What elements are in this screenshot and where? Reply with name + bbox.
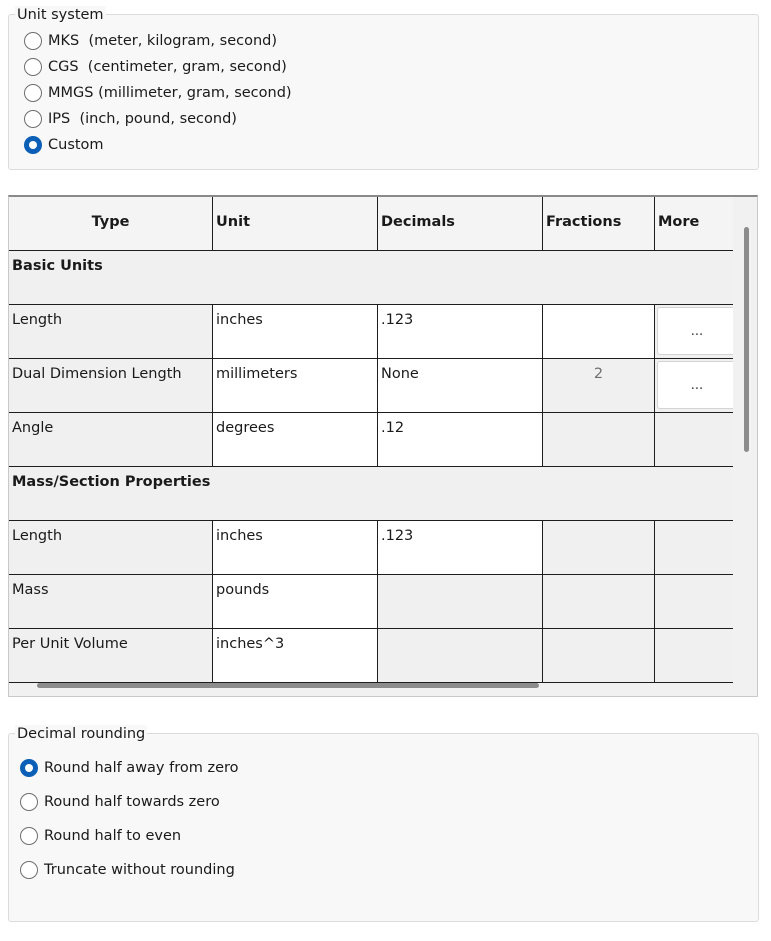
row-fractions-per-unit-volume xyxy=(543,629,655,683)
row-more-mass-length xyxy=(655,521,733,575)
radio-ips[interactable] xyxy=(24,107,237,131)
horizontal-scrollbar[interactable] xyxy=(37,683,539,688)
radio-round-half-towards-zero-indicator[interactable] xyxy=(20,793,38,811)
radio-cgs-indicator[interactable] xyxy=(24,58,42,76)
more-button-dual-dimension-length[interactable]: ... xyxy=(657,361,733,409)
row-fractions-angle xyxy=(543,413,655,467)
column-header-more[interactable]: More xyxy=(655,197,733,251)
radio-truncate-indicator[interactable] xyxy=(20,861,38,879)
radio-round-half-to-even[interactable] xyxy=(20,824,181,848)
decimal-rounding-legend: Decimal rounding xyxy=(17,726,146,742)
section-basic-units: Basic Units xyxy=(9,251,733,305)
more-button-length[interactable]: ... xyxy=(657,307,733,355)
row-type-length: Length xyxy=(9,305,213,359)
radio-round-half-to-even-label: Round half to even xyxy=(44,828,182,844)
row-fractions-mass xyxy=(543,575,655,629)
radio-mks-label: MKS (meter, kilogram, second) xyxy=(48,33,278,49)
row-type-angle: Angle xyxy=(9,413,213,467)
unit-system-legend: Unit system xyxy=(17,7,104,23)
radio-custom[interactable] xyxy=(24,133,104,157)
row-unit-angle[interactable]: degrees xyxy=(213,413,378,467)
row-decimals-per-unit-volume xyxy=(378,629,543,683)
radio-round-half-away-indicator[interactable] xyxy=(20,759,38,777)
radio-custom-indicator[interactable] xyxy=(24,136,42,154)
row-more-length xyxy=(655,305,733,359)
radio-truncate[interactable] xyxy=(20,858,235,882)
radio-cgs-label: CGS (centimeter, gram, second) xyxy=(48,59,287,75)
radio-cgs[interactable] xyxy=(24,55,287,79)
row-type-mass: Mass xyxy=(9,575,213,629)
row-more-per-unit-volume xyxy=(655,629,733,683)
column-header-fractions[interactable]: Fractions xyxy=(543,197,655,251)
radio-round-half-to-even-indicator[interactable] xyxy=(20,827,38,845)
row-unit-mass[interactable]: pounds xyxy=(213,575,378,629)
row-decimals-mass-length[interactable]: .123 xyxy=(378,521,543,575)
row-type-mass-length: Length xyxy=(9,521,213,575)
row-more-mass xyxy=(655,575,733,629)
row-decimals-length[interactable]: .123 xyxy=(378,305,543,359)
radio-round-half-towards-zero[interactable] xyxy=(20,790,220,814)
radio-ips-indicator[interactable] xyxy=(24,110,42,128)
row-fractions-length[interactable] xyxy=(543,305,655,359)
section-mass-properties: Mass/Section Properties xyxy=(9,467,733,521)
column-header-decimals[interactable]: Decimals xyxy=(378,197,543,251)
radio-ips-label: IPS (inch, pound, second) xyxy=(48,111,237,127)
radio-mks-indicator[interactable] xyxy=(24,32,42,50)
row-decimals-mass xyxy=(378,575,543,629)
row-decimals-angle[interactable]: .12 xyxy=(378,413,543,467)
radio-mks[interactable] xyxy=(24,29,277,53)
column-header-type[interactable]: Type xyxy=(9,197,213,251)
units-table xyxy=(8,195,758,697)
radio-truncate-label: Truncate without rounding xyxy=(44,862,235,878)
radio-round-half-away-label: Round half away from zero xyxy=(44,760,239,776)
row-unit-dual-dimension-length[interactable]: millimeters xyxy=(213,359,378,413)
radio-mmgs-indicator[interactable] xyxy=(24,84,42,102)
row-fractions-dual-dimension-length: 2 xyxy=(543,359,655,413)
row-unit-mass-length[interactable]: inches xyxy=(213,521,378,575)
row-more-dual-dimension-length xyxy=(655,359,733,413)
row-fractions-mass-length xyxy=(543,521,655,575)
vertical-scrollbar[interactable] xyxy=(744,227,749,452)
row-more-angle xyxy=(655,413,733,467)
row-decimals-dual-dimension-length[interactable]: None xyxy=(378,359,543,413)
radio-round-half-towards-zero-label: Round half towards zero xyxy=(44,794,220,810)
row-type-dual-dimension-length: Dual Dimension Length xyxy=(9,359,213,413)
radio-round-half-away[interactable] xyxy=(20,756,239,780)
radio-mmgs-label: MMGS (millimeter, gram, second) xyxy=(48,85,292,101)
radio-custom-label: Custom xyxy=(48,137,104,153)
row-unit-length[interactable]: inches xyxy=(213,305,378,359)
row-type-per-unit-volume: Per Unit Volume xyxy=(9,629,213,683)
radio-mmgs[interactable] xyxy=(24,81,292,105)
row-unit-per-unit-volume[interactable]: inches^3 xyxy=(213,629,378,683)
column-header-unit[interactable]: Unit xyxy=(213,197,378,251)
